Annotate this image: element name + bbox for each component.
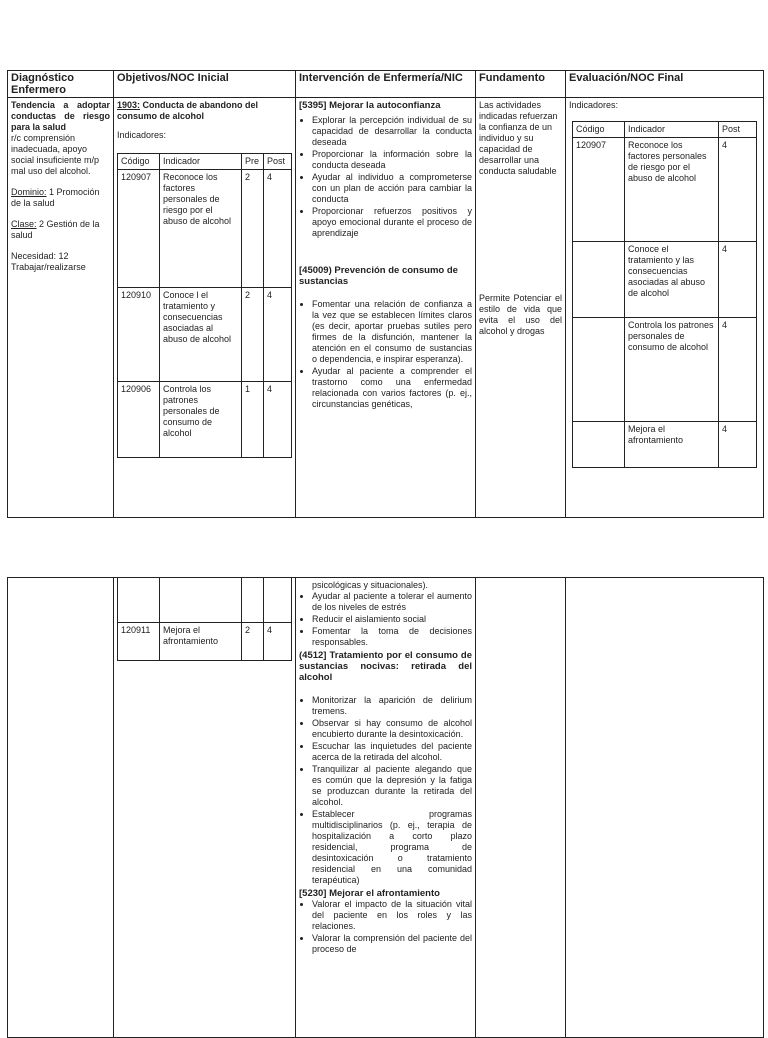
noc-indicator: Mejora el afrontamiento — [160, 622, 242, 660]
care-plan-table-page2 — [7, 577, 764, 1038]
nic-section-list — [299, 899, 472, 955]
eval-indicator: Reconoce los factores personales de riesgo por el abuso de alcohol — [625, 138, 719, 242]
header-intervencion: Intervención de Enfermería/NIC — [296, 71, 476, 98]
list-item: • Observar si hay consumo de alcohol encubierto durante la desintoxicación. — [312, 718, 472, 740]
eval-code: 120907 — [573, 138, 625, 242]
nic-section-list — [299, 115, 472, 239]
fundamento-text: Permite Potenciar el estilo de vida que evita el uso del alcohol y drogas — [479, 293, 562, 336]
noc-initial-cell-cont — [114, 578, 296, 1038]
eval-col-post: Post — [719, 122, 757, 138]
noc-col-codigo: Código — [118, 154, 160, 170]
noc-code: 120910 — [118, 288, 160, 382]
noc-post: 4 — [264, 170, 292, 288]
list-item: • Proporcionar la información sobre la conducta deseada — [312, 149, 472, 171]
header-fundamento: Fundamento — [476, 71, 566, 98]
list-item: • Explorar la percepción individual de su capacidad de desarrollar la conducta deseada — [312, 115, 472, 148]
fundamento-cell-cont — [476, 578, 566, 1038]
eval-indicator: Controla los patrones personales de consumo de alcohol — [625, 318, 719, 422]
header-diagnostico: Diagnóstico Enfermero — [8, 71, 114, 98]
noc-table-header — [118, 154, 292, 170]
eval-code — [573, 422, 625, 468]
noc-pre: 2 — [242, 170, 264, 288]
list-item: • Fomentar la toma de decisiones responsables. — [312, 626, 472, 648]
noc-col-pre: Pre — [242, 154, 264, 170]
nic-section-list — [299, 695, 472, 886]
diagnosis-dominio — [11, 187, 110, 209]
noc-indicator — [160, 578, 242, 622]
table-row — [118, 170, 292, 288]
noc-indicators-label: Indicadores: — [117, 130, 167, 140]
list-item: • Fomentar una relación de confianza a la vez que se establecen límites claros (es decir, aportar pruebas sutiles pero firmes de la disfunción, mantener la atención en el consumo de sustancias o dependencia, e inspirar esperanza). — [312, 299, 472, 365]
list-item: • Valorar la comprensión del paciente del proceso de — [312, 933, 472, 955]
nic-cell-cont — [296, 578, 476, 1038]
header-row — [8, 71, 764, 98]
evaluation-cell-cont — [566, 578, 764, 1038]
diagnosis-title: Tendencia a adoptar conductas de riesgo para la salud — [11, 100, 110, 132]
eval-indicator-table — [572, 121, 757, 468]
fundamento-cell — [476, 98, 566, 518]
table-row — [573, 318, 757, 422]
noc-pre: 2 — [242, 622, 264, 660]
noc-code: 120906 — [118, 382, 160, 458]
table-row — [573, 242, 757, 318]
list-item: • Monitorizar la aparición de delirium tremens. — [312, 695, 472, 717]
table-row — [118, 622, 292, 660]
nic-section-title: [5395] Mejorar la autoconfianza — [299, 100, 441, 111]
eval-indicator: Conoce el tratamiento y las consecuencias asociadas al abuso de alcohol — [625, 242, 719, 318]
header-objetivos: Objetivos/NOC Inicial — [114, 71, 296, 98]
nic-cell — [296, 98, 476, 518]
eval-indicator: Mejora el afrontamiento — [625, 422, 719, 468]
eval-post: 4 — [719, 422, 757, 468]
noc-post: 4 — [264, 382, 292, 458]
nic-continued-text: psicológicas y situacionales). — [312, 580, 429, 590]
eval-post: 4 — [719, 318, 757, 422]
diagnosis-cell-cont — [8, 578, 114, 1038]
content-row — [8, 98, 764, 518]
eval-post: 4 — [719, 242, 757, 318]
list-item: • Reducir el aislamiento social — [312, 614, 472, 625]
clase-value: 2 Gestión de la salud — [11, 219, 100, 240]
noc-title-code: 1903: — [117, 100, 141, 110]
noc-post: 4 — [264, 622, 292, 660]
noc-code: 120911 — [118, 622, 160, 660]
noc-title — [117, 100, 292, 122]
table-row — [573, 422, 757, 468]
nic-section-list — [299, 299, 472, 410]
eval-col-indicador: Indicador — [625, 122, 719, 138]
list-item: • Proporcionar refuerzos positivos y apoyo emocional durante el proceso de aprendizaje — [312, 206, 472, 239]
table-row — [118, 382, 292, 458]
diagnosis-detail: r/c comprensión inadecuada, apoyo social insuficiente m/p mal uso del alcohol. — [11, 133, 100, 176]
noc-post: 4 — [264, 288, 292, 382]
list-item: • Ayudar al individuo a comprometerse con un plan de acción para cambiar la conducta — [312, 172, 472, 205]
noc-initial-cell — [114, 98, 296, 518]
content-row — [8, 578, 764, 1038]
noc-col-indicador: Indicador — [160, 154, 242, 170]
eval-table-header — [573, 122, 757, 138]
header-evaluacion: Evaluación/NOC Final — [566, 71, 764, 98]
dominio-value: 1 Promoción de la salud — [11, 187, 100, 208]
nic-section-title: [45009) Prevención de consumo de sustancias — [299, 265, 458, 287]
noc-post — [264, 578, 292, 622]
list-item: • Tranquilizar al paciente alegando que es común que la depresión y la fatiga se produzcan durante la retirada del alcohol. — [312, 764, 472, 808]
eval-post: 4 — [719, 138, 757, 242]
noc-indicator: Reconoce los factores personales de riesgo por el abuso de alcohol — [160, 170, 242, 288]
list-item: • Ayudar al paciente a tolerar el aumento de los niveles de estrés — [312, 591, 472, 613]
care-plan-table-page1 — [7, 70, 764, 518]
clase-label: Clase: — [11, 219, 37, 229]
table-row — [118, 578, 292, 622]
noc-indicator-table-cont — [117, 578, 292, 661]
noc-pre — [242, 578, 264, 622]
list-item: • Ayudar al paciente a comprender el trastorno como una enfermedad relacionada con varios factores (p. ej., circunstancias genéticas, — [312, 366, 472, 410]
noc-indicator: Controla los patrones personales de consumo de alcohol — [160, 382, 242, 458]
noc-pre: 2 — [242, 288, 264, 382]
noc-indicator: Conoce l el tratamiento y consecuencias asociadas al abuso de alcohol — [160, 288, 242, 382]
noc-title-text: Conducta de abandono del consumo de alcohol — [117, 100, 259, 121]
eval-code — [573, 318, 625, 422]
list-item: • Valorar el impacto de la situación vital del paciente en los roles y las relaciones. — [312, 899, 472, 932]
noc-code — [118, 578, 160, 622]
eval-indicators-label: Indicadores: — [569, 100, 619, 110]
diagnosis-cell — [8, 98, 114, 518]
noc-code: 120907 — [118, 170, 160, 288]
table-row — [118, 288, 292, 382]
nic-section-title: [5230] Mejorar el afrontamiento — [299, 888, 440, 899]
eval-code — [573, 242, 625, 318]
diagnosis-clase — [11, 219, 110, 241]
noc-col-post: Post — [264, 154, 292, 170]
table-row — [573, 138, 757, 242]
nic-section-title: (4512] Tratamiento por el consumo de sustancias nocivas: retirada del alcohol — [299, 650, 472, 683]
list-item: • Establecer programas multidisciplinarios (p. ej., terapia de hospitalización a corto plazo residencial, programa de desintoxicación o tratamiento residencial en una comunidad terapéutica) — [312, 809, 472, 886]
noc-pre: 1 — [242, 382, 264, 458]
nic-section-list — [299, 591, 472, 648]
eval-col-codigo: Código — [573, 122, 625, 138]
evaluation-cell — [566, 98, 764, 518]
noc-indicator-table — [117, 153, 292, 458]
fundamento-text: Las actividades indicadas refuerzan la confianza de un individuo y su capacidad de desarrollar una conducta saludable — [479, 100, 558, 176]
dominio-label: Dominio: — [11, 187, 47, 197]
list-item: • Escuchar las inquietudes del paciente acerca de la retirada del alcohol. — [312, 741, 472, 763]
diagnosis-necesidad: Necesidad: 12 Trabajar/realizarse — [11, 251, 86, 272]
